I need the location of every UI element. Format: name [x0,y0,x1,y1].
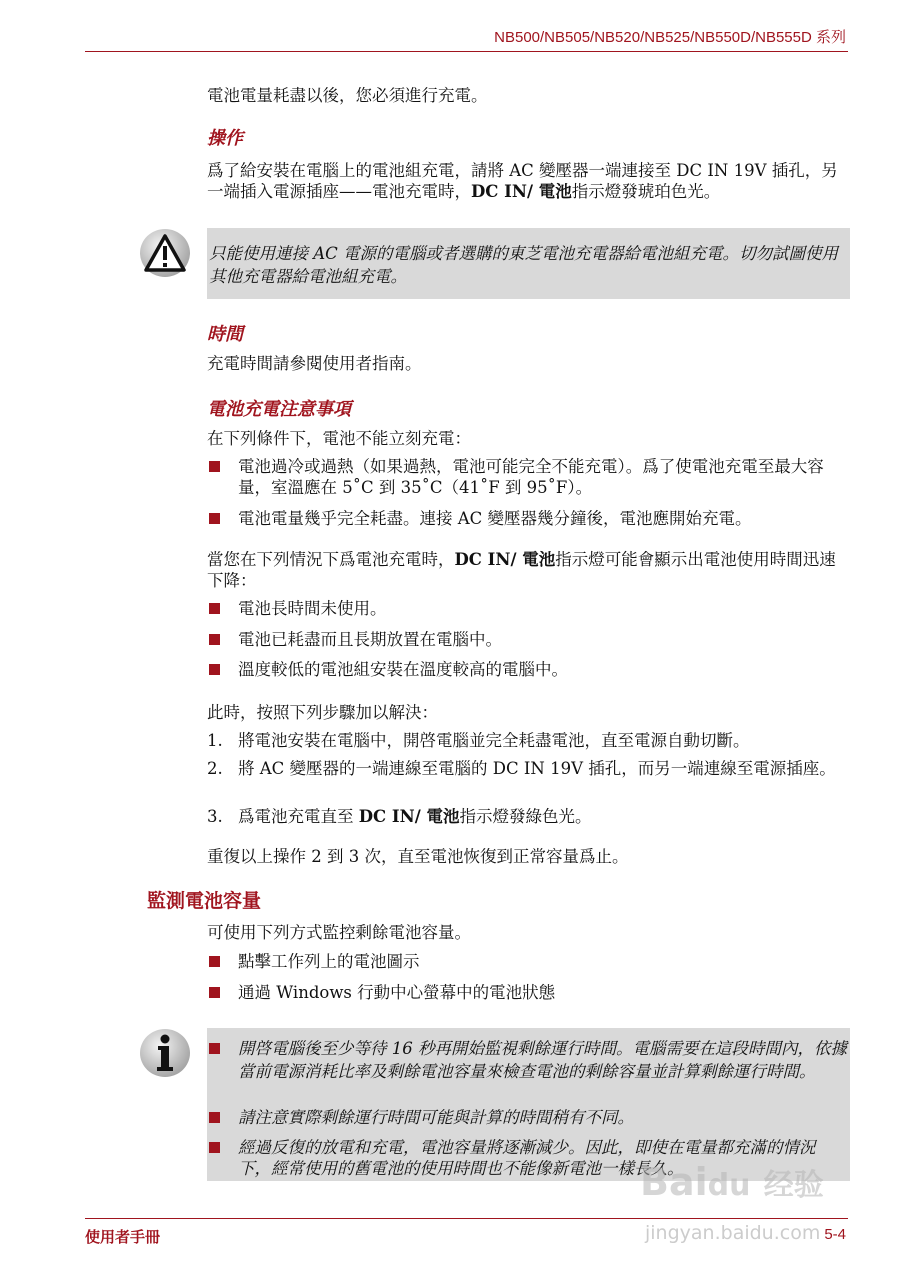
footer-title: 使用者手冊 [85,1229,161,1246]
step-text: 將 AC 變壓器的一端連線至電腦的 DC IN 19V 插孔，而另一端連線至電源插座。 [238,759,836,778]
operation-text [207,160,852,202]
page-number: 5-4 [824,1226,846,1243]
step-item [207,730,847,751]
info-item: 開啓電腦後至少等待 16 秒再開始監視剩餘運行時間。電腦需要在這段時間內，依據當前電源消耗比率及剩餘電池容量來檢查電池的剩餘容量並計算剩餘運行時間。 [207,1038,847,1083]
list-item: 電池過冷或過熱（如果過熱，電池可能完全不能充電）。爲了使電池充電至最大容量，室溫應在 5˚C 到 35˚C（41˚F 到 95˚F）。 [207,456,847,498]
list-item: 電池長時間未使用。 [207,598,847,619]
steps-lead: 此時，按照下列步驟加以解決： [207,703,438,722]
heading-charging-notes: 電池充電注意事項 [207,399,351,420]
footer-rule [85,1218,848,1219]
watermark: Baidu 经验 [640,1160,824,1204]
watermark-url: jingyan.baidu.com [645,1222,821,1244]
info-icon [140,1029,190,1077]
list-item: 電池已耗盡而且長期放置在電腦中。 [207,629,847,650]
list-item: 點擊工作列上的電池圖示 [207,951,847,972]
repeat-text: 重復以上操作 2 到 3 次，直至電池恢復到正常容量爲止。 [207,847,629,866]
intro-text: 電池電量耗盡以後，您必須進行充電。 [207,86,488,105]
header-title: NB500/NB505/NB520/NB525/NB550D/NB555D 系列 [494,29,846,46]
step-number: 3. [207,807,223,826]
monitor-lead: 可使用下列方式監控剩餘電池容量。 [207,923,471,942]
step-text: 將電池安裝在電腦中，開啓電腦並完全耗盡電池，直至電源自動切斷。 [238,731,750,750]
warning-text: 只能使用連接 AC 電源的電腦或者選購的東芝電池充電器給電池組充電。切勿試圖使用其他充電器給電池組充電。 [209,244,839,286]
list-item: 通過 Windows 行動中心螢幕中的電池狀態 [207,982,847,1003]
warning-box [207,228,850,299]
notes-para2 [207,549,852,591]
info-item: 請注意實際剩餘運行時間可能與計算的時間稍有不同。 [207,1107,847,1128]
indicator-name: DC IN/ 電池 [471,182,572,201]
indicator-name: DC IN/ 電池 [358,807,460,826]
header-rule [85,51,848,52]
notes-lead: 在下列條件下，電池不能立刻充電： [207,429,471,448]
indicator-name: DC IN/ 電池 [454,550,556,569]
list-item: 電池電量幾乎完全耗盡。連接 AC 變壓器幾分鐘後，電池應開始充電。 [207,508,847,529]
step-text: 指示燈發綠色光。 [459,807,592,826]
step-number: 2. [207,759,223,778]
time-text: 充電時間請參閱使用者指南。 [207,354,422,373]
text: 指示燈可能會顯示出電池使用時間迅速下降： [207,550,836,590]
heading-operation: 操作 [207,128,243,149]
list-item: 溫度較低的電池組安裝在溫度較高的電腦中。 [207,659,847,680]
text: 指示燈發琥珀色光。 [571,182,721,201]
heading-time: 時間 [207,324,243,345]
heading-monitor-capacity: 監測電池容量 [147,890,262,912]
text: 爲了給安裝在電腦上的電池組充電，請將 AC 變壓器一端連接至 DC IN 19V 插孔，另一端插入電源插座——電池充電時， [207,161,838,201]
step-number: 1. [207,731,223,750]
step-item [207,806,847,827]
text: 當您在下列情況下爲電池充電時， [207,550,455,569]
info-item: 經過反復的放電和充電，電池容量將逐漸減少。因此，即使在電量都充滿的情況下，經常使用的舊電池的使用時間也不能像新電池一樣長久。 [207,1137,847,1179]
step-item [207,758,847,779]
warning-triangle-icon [140,229,190,277]
step-text: 爲電池充電直至 [238,807,359,826]
